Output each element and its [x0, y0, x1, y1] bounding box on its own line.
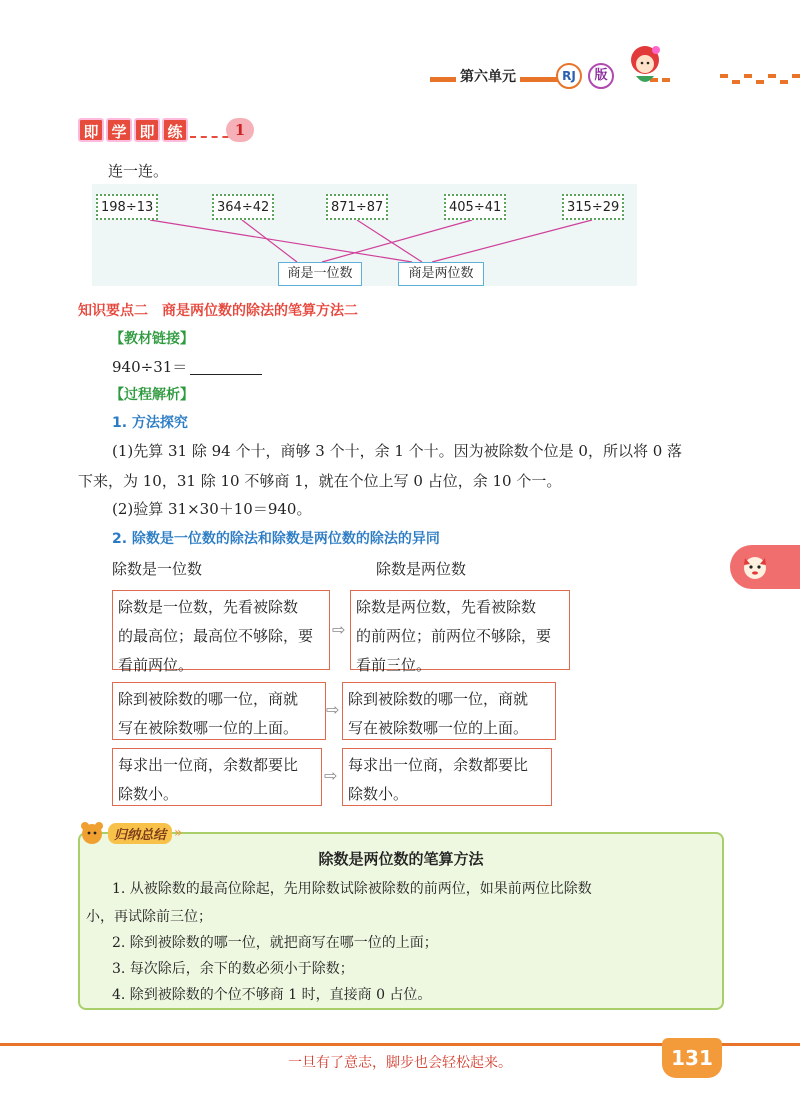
compare-box-left: [112, 590, 330, 674]
header-bar: [0, 72, 800, 86]
col-left-heading: 除数是一位数: [112, 560, 203, 578]
expression-box: 198÷13: [96, 194, 158, 220]
summary-line: 4. 除到被除数的个位不够商 1 时，直接商 0 占位。: [112, 987, 432, 1003]
arrow-icon: ⇨: [326, 700, 340, 719]
unit-label: 第六单元: [456, 66, 520, 86]
exercise-instruction: 连一连。: [108, 162, 169, 180]
box-line: 除数小。: [118, 785, 179, 803]
section-number: 1: [226, 118, 254, 142]
compare-title: 2. 除数是一位数的除法和除数是两位数的除法的异同: [112, 531, 440, 547]
box-line: 看前两位。: [118, 656, 194, 674]
answer-box-one-digit: 商是一位数: [278, 262, 362, 286]
problem-text: 940÷31＝: [112, 358, 188, 376]
expression-box: 315÷29: [562, 194, 624, 220]
box-line: 除数小。: [348, 785, 409, 803]
answer-blank: [190, 374, 262, 375]
box-line: 的前两位；前两位不够除，要: [356, 627, 552, 645]
title-char: 即: [134, 118, 160, 142]
summary-line: 3. 每次除后，余下的数必须小于除数；: [112, 961, 354, 977]
box-line: 除到被除数的哪一位，商就: [118, 690, 299, 708]
expression-box: 405÷41: [444, 194, 506, 220]
expression-box: 871÷87: [326, 194, 388, 220]
step1-line1: (1)先算 31 除 94 个十，商够 3 个十，余 1 个十。因为被除数个位是 0，所以将 0 落: [112, 442, 683, 460]
textbook-link-heading: 【教材链接】: [110, 331, 194, 347]
summary-line: 2. 除到被除数的哪一位，就把商写在哪一位的上面；: [112, 935, 438, 951]
practice-section-title: [78, 118, 188, 142]
method-title: 1. 方法探究: [112, 415, 188, 431]
box-line: 的最高位；最高位不够除，要: [118, 627, 314, 645]
box-line: 每求出一位商，余数都要比: [118, 756, 299, 774]
box-line: 除到被除数的哪一位，商就: [348, 690, 529, 708]
compare-box-right: [342, 682, 556, 740]
footer-motto: 一旦有了意志，脚步也会轻松起来。: [288, 1055, 512, 1071]
process-heading: 【过程解析】: [110, 387, 194, 403]
title-char: 练: [162, 118, 188, 142]
expression-box: 364÷42: [212, 194, 274, 220]
summary-title: 除数是两位数的笔算方法: [318, 850, 484, 868]
box-line: 除数是两位数，先看被除数: [356, 598, 537, 616]
box-line: 除数是一位数，先看被除数: [118, 598, 299, 616]
compare-box-right: [350, 590, 570, 674]
rj-badge: RJ: [556, 63, 582, 89]
arrow-icon: ⇨: [324, 766, 338, 785]
knowledge-title: 知识要点二 商是两位数的除法的笔算方法二: [78, 303, 358, 319]
box-line: 看前三位。: [356, 656, 432, 674]
summary-tag: [78, 819, 183, 847]
summary-tag-label: 归纳总结: [108, 823, 172, 844]
title-char: 学: [106, 118, 132, 142]
step1-line2: 下来，为 10，31 除 10 不够商 1，就在个位上写 0 占位，余 10 个一。: [78, 472, 562, 490]
summary-line: 1. 从被除数的最高位除起，先用除数试除被除数的前两位，如果前两位比除数: [112, 881, 592, 897]
title-char: 即: [78, 118, 104, 142]
double-chevron-icon: »: [174, 825, 183, 841]
girl-mascot-icon: [620, 42, 670, 92]
answer-box-two-digit: 商是两位数: [398, 262, 484, 286]
arrow-icon: ⇨: [332, 620, 346, 639]
bear-mascot-icon: [78, 819, 106, 847]
page-number: 131: [662, 1038, 722, 1078]
side-tab: [730, 545, 800, 589]
box-line: 写在被除数哪一位的上面。: [348, 719, 529, 737]
box-line: 每求出一位商，余数都要比: [348, 756, 529, 774]
fox-mascot-icon: [740, 552, 770, 582]
edition-badge: 版: [588, 63, 614, 89]
col-right-heading: 除数是两位数: [376, 560, 467, 578]
box-line: 写在被除数哪一位的上面。: [118, 719, 299, 737]
compare-box-right: [342, 748, 552, 806]
step2-text: (2)验算 31×30＋10＝940。: [112, 500, 312, 518]
compare-box-left: [112, 748, 322, 806]
compare-box-left: [112, 682, 326, 740]
summary-line: 小，再试除前三位；: [86, 909, 212, 925]
